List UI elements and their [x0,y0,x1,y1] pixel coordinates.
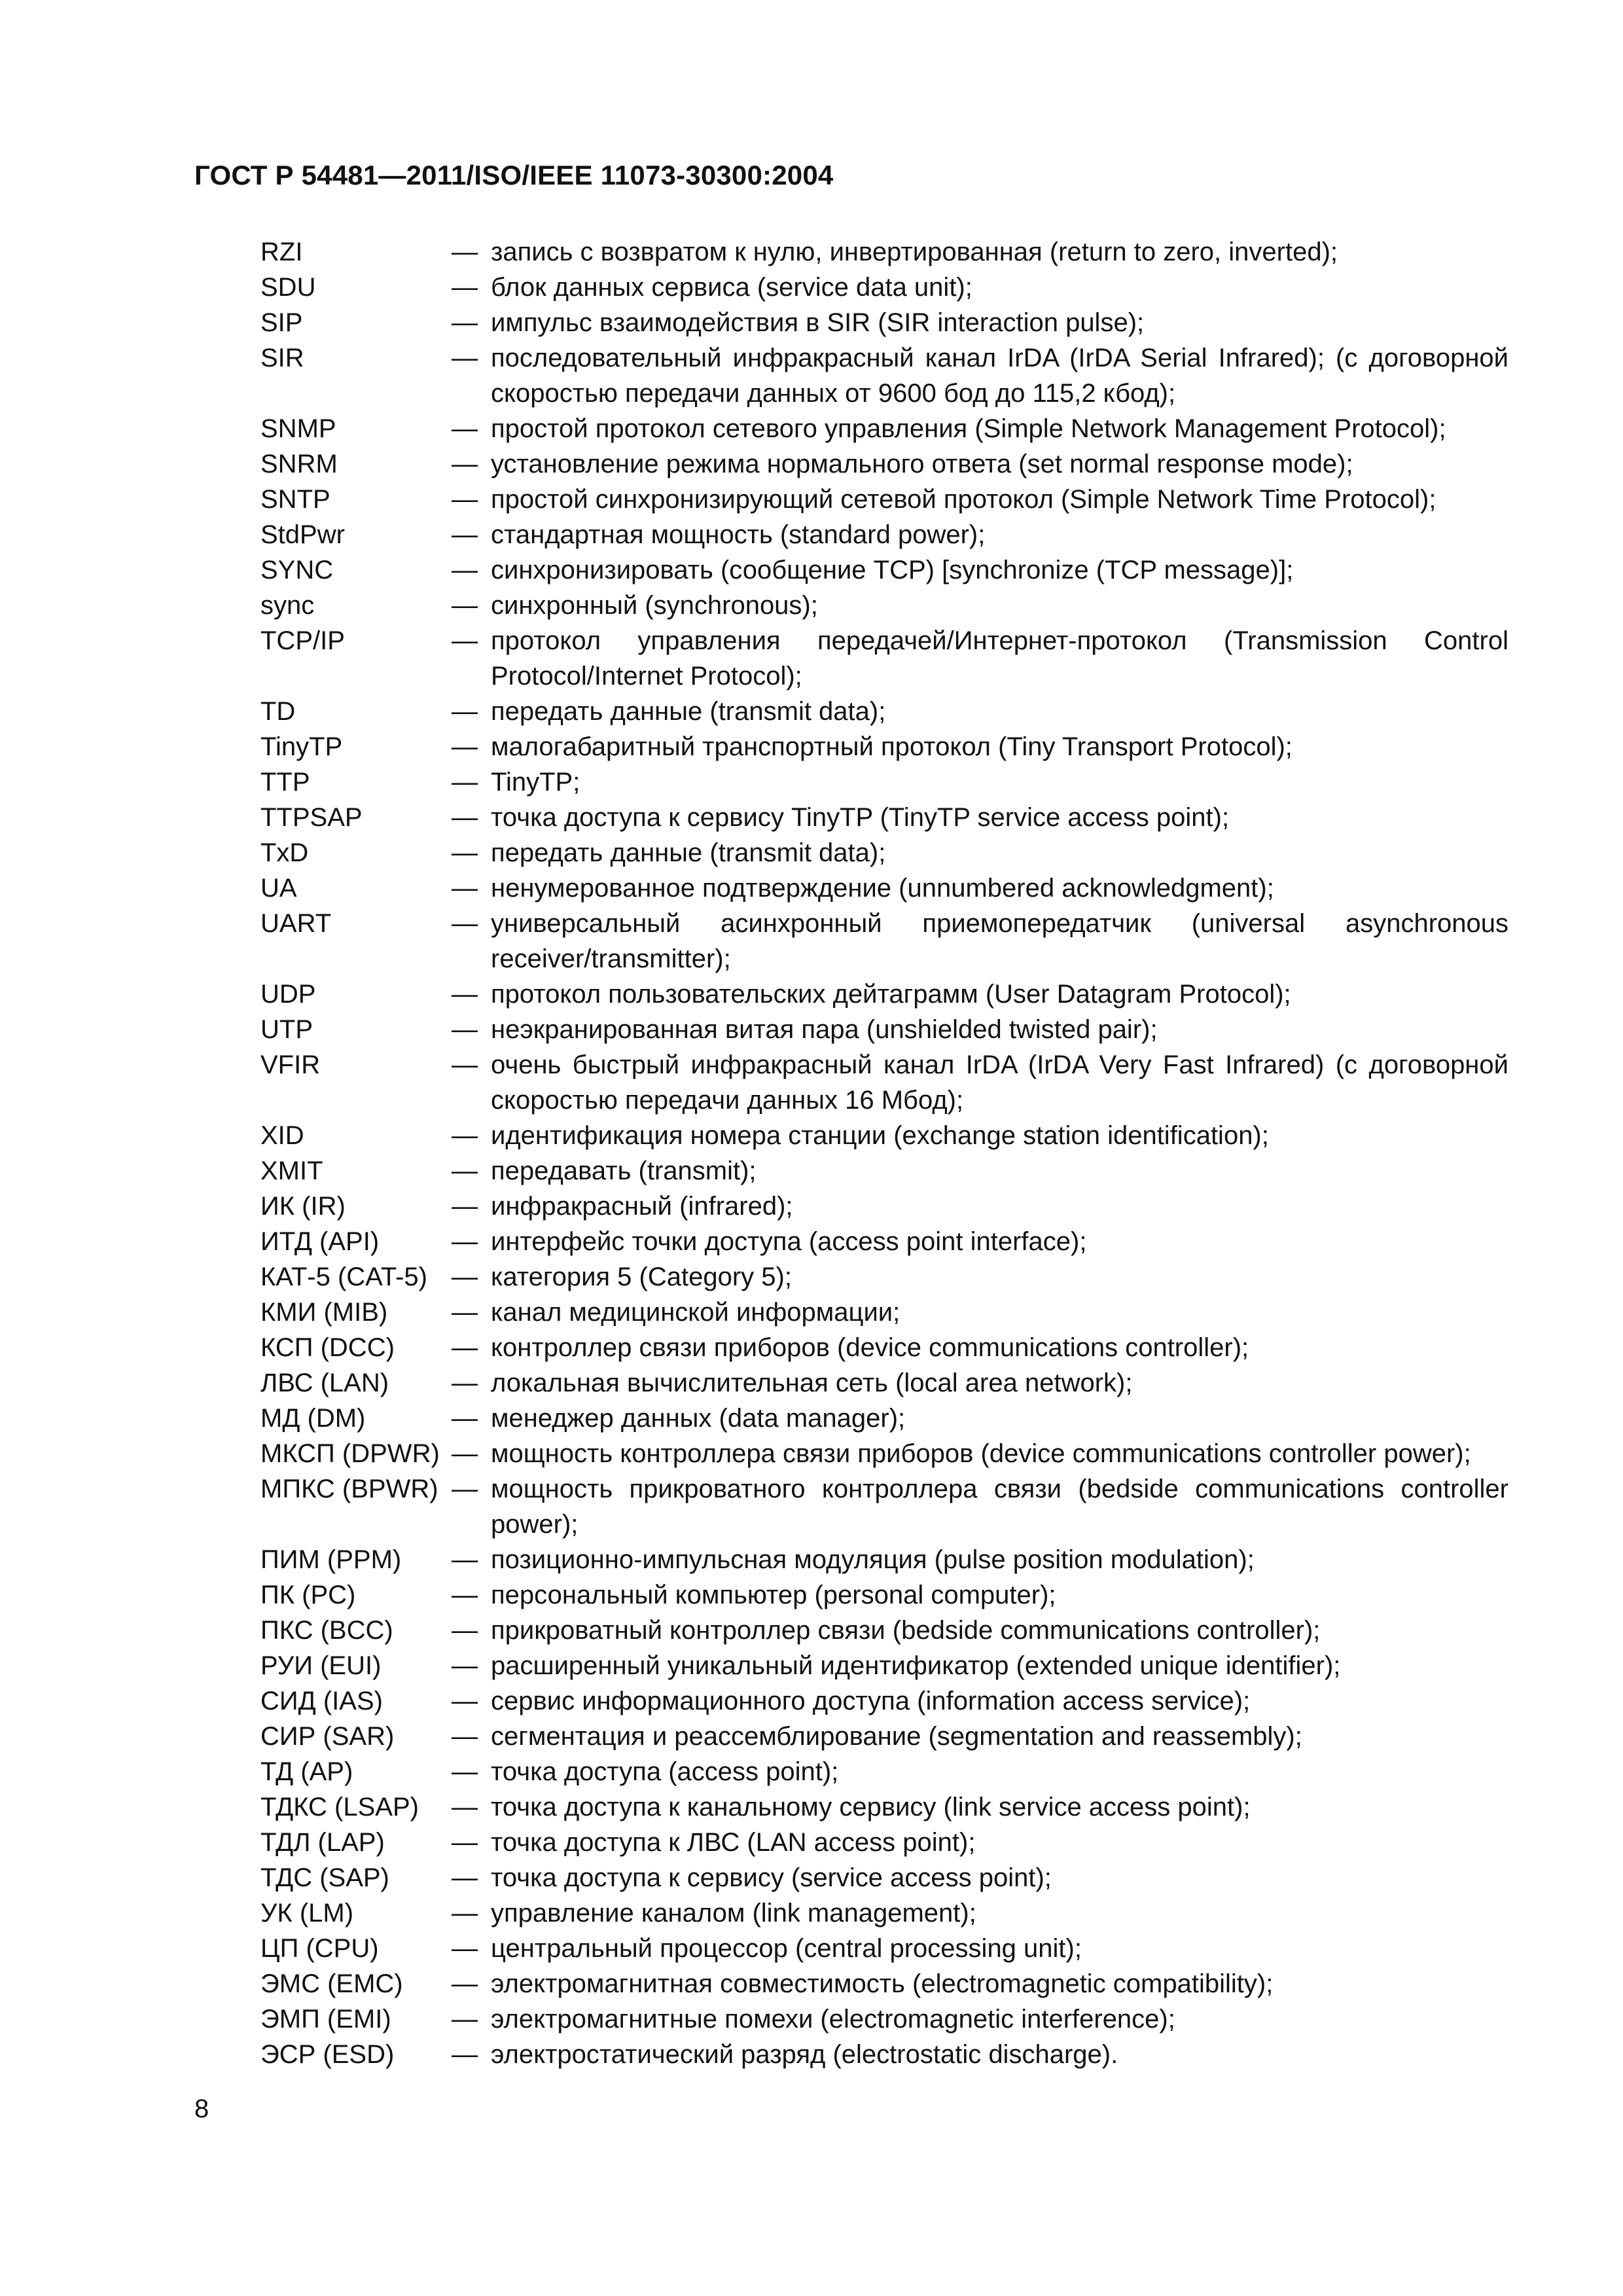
list-item [260,623,1508,694]
abbreviation-definition [452,234,1508,270]
abbreviation-definition [452,1789,1508,1825]
abbreviation-definition [452,2001,1508,2037]
list-item [260,270,1508,305]
abbreviation-term: РУИ (EUI) [260,1651,382,1680]
abbreviation-definition [452,1153,1508,1189]
list-item [260,1648,1508,1683]
abbreviation-term: StdPwr [260,520,345,549]
abbreviation-definition [452,1825,1508,1860]
em-dash: — [452,1757,478,1786]
em-dash: — [452,1369,478,1397]
abbreviation-term: МД (DM) [260,1404,366,1433]
definition-text: электростатический разряд (electrostatic discharge). [491,2040,1118,2069]
list-item [260,1295,1508,1330]
abbreviation-term: SYNC [260,556,334,584]
em-dash: — [452,1651,478,1680]
abbreviation-term: МКСП (DPWR) [260,1439,440,1468]
abbreviation-term: UA [260,874,297,903]
abbreviation-definition [452,1754,1508,1789]
list-item [260,305,1508,340]
em-dash: — [452,556,478,584]
document-header: ГОСТ Р 54481—2011/ISO/IEEE 11073-30300:2004 [194,160,834,190]
abbreviation-term: SNRM [260,450,338,478]
list-item [260,1259,1508,1295]
list-item [260,764,1508,800]
abbreviation-definition [452,517,1508,552]
list-item [260,482,1508,517]
abbreviation-definition [452,729,1508,764]
abbreviation-term: ЛВС (LAN) [260,1369,389,1397]
abbreviation-term: ЭСР (ESD) [260,2040,395,2069]
em-dash: — [452,768,478,797]
abbreviation-term: УК (LM) [260,1899,354,1928]
em-dash: — [452,591,478,620]
list-item [260,1436,1508,1471]
abbreviation-term: SNMP [260,414,336,443]
abbreviation-definition [452,1118,1508,1153]
abbreviation-list [260,234,1508,2072]
em-dash: — [452,1227,478,1256]
list-item [260,2037,1508,2072]
list-item [260,1012,1508,1047]
abbreviation-definition [452,1471,1508,1542]
em-dash: — [452,1581,478,1609]
list-item [260,2001,1508,2037]
abbreviation-term: UDP [260,980,316,1009]
abbreviation-definition [452,1966,1508,2001]
abbreviation-term: ПИМ (PPM) [260,1545,402,1574]
definition-text: позиционно-импульсная модуляция (pulse position modulation); [491,1545,1255,1574]
list-item [260,1825,1508,1860]
definition-text: контроллер связи приборов (device communications controller); [491,1333,1249,1362]
list-item [260,1719,1508,1754]
abbreviation-definition [452,1436,1508,1471]
em-dash: — [452,1934,478,1963]
list-item [260,1613,1508,1648]
list-item [260,1931,1508,1966]
em-dash: — [452,980,478,1009]
abbreviation-term: SIP [260,308,303,337]
em-dash: — [452,414,478,443]
abbreviation-definition [452,446,1508,482]
definition-text: универсальный асинхронный приемопередатчик (universal asynchronous receiver/transmitter); [491,909,1508,973]
definition-text: прикроватный контроллер связи (bedside communications controller); [491,1616,1321,1645]
abbreviation-term: КАТ-5 (CAT-5) [260,1263,427,1291]
list-item [260,1577,1508,1613]
list-item [260,1860,1508,1895]
em-dash: — [452,485,478,514]
definition-text: точка доступа (access point); [491,1757,839,1786]
definition-text: неэкранированная витая пара (unshielded twisted pair); [491,1015,1158,1044]
em-dash: — [452,308,478,337]
definition-text: мощность прикроватного контроллера связи (bedside communications controller power); [491,1475,1508,1539]
list-item [260,1330,1508,1365]
em-dash: — [452,2040,478,2069]
definition-text: категория 5 (Category 5); [491,1263,792,1291]
em-dash: — [452,1015,478,1044]
definition-text: точка доступа к ЛВС (LAN access point); [491,1828,976,1857]
definition-text: установление режима нормального ответа (set normal response mode); [491,450,1353,478]
list-item [260,906,1508,977]
abbreviation-term: МПКС (BPWR) [260,1475,438,1503]
list-item [260,977,1508,1012]
abbreviation-term: ТД (AP) [260,1757,353,1786]
abbreviation-term: TTPSAP [260,803,363,832]
abbreviation-term: TTP [260,768,310,797]
em-dash: — [452,909,478,938]
em-dash: — [452,2005,478,2034]
list-item [260,234,1508,270]
em-dash: — [452,1404,478,1433]
abbreviation-definition [452,694,1508,729]
abbreviation-definition [452,1683,1508,1719]
definition-text: простой протокол сетевого управления (Simple Network Management Protocol); [491,414,1446,443]
abbreviation-definition [452,1401,1508,1436]
em-dash: — [452,1969,478,1998]
em-dash: — [452,1899,478,1928]
definition-text: расширенный уникальный идентификатор (extended unique identifier); [491,1651,1341,1680]
abbreviation-definition [452,1542,1508,1577]
abbreviation-definition [452,1259,1508,1295]
definition-text: канал медицинской информации; [491,1298,901,1327]
em-dash: — [452,273,478,302]
page-number: 8 [194,2094,209,2123]
definition-text: точка доступа к сервису TinyTP (TinyTP service access point); [491,803,1230,832]
definition-text: протокол пользовательских дейтаграмм (User Datagram Protocol); [491,980,1291,1009]
list-item [260,729,1508,764]
abbreviation-term: КМИ (MIB) [260,1298,388,1327]
abbreviation-definition [452,1330,1508,1365]
abbreviation-definition [452,906,1508,977]
list-item [260,1895,1508,1931]
em-dash: — [452,1439,478,1468]
abbreviation-term: VFIR [260,1050,321,1079]
em-dash: — [452,626,478,655]
list-item [260,1966,1508,2001]
abbreviation-definition [452,977,1508,1012]
em-dash: — [452,1298,478,1327]
list-item [260,1754,1508,1789]
abbreviation-term: СИР (SAR) [260,1722,395,1751]
em-dash: — [452,1793,478,1821]
definition-text: центральный процессор (central processing unit); [491,1934,1082,1963]
definition-text: импульс взаимодействия в SIR (SIR interaction pulse); [491,308,1145,337]
definition-text: передавать (transmit); [491,1157,757,1185]
em-dash: — [452,1687,478,1715]
em-dash: — [452,1475,478,1503]
definition-text: синхронный (synchronous); [491,591,818,620]
definition-text: персональный компьютер (personal computer); [491,1581,1056,1609]
definition-text: управление каналом (link management); [491,1899,976,1928]
abbreviation-definition [452,764,1508,800]
em-dash: — [452,238,478,266]
definition-text: электромагнитные помехи (electromagnetic interference); [491,2005,1175,2034]
abbreviation-definition [452,588,1508,623]
abbreviation-definition [452,870,1508,906]
abbreviation-definition [452,1613,1508,1648]
em-dash: — [452,697,478,726]
abbreviation-definition [452,482,1508,517]
list-item [260,1471,1508,1542]
abbreviation-definition [452,1189,1508,1224]
list-item [260,1224,1508,1259]
abbreviation-term: SIR [260,344,304,372]
abbreviation-definition [452,1860,1508,1895]
abbreviation-term: ЭМС (EMC) [260,1969,403,1998]
abbreviation-term: TD [260,697,296,726]
list-item [260,1542,1508,1577]
definition-text: блок данных сервиса (service data unit); [491,273,972,302]
em-dash: — [452,1121,478,1150]
abbreviation-term: TinyTP [260,732,343,761]
abbreviation-term: ПКС (BCC) [260,1616,393,1645]
definition-text: мощность контроллера связи приборов (device communications controller power); [491,1439,1471,1468]
list-item [260,340,1508,411]
abbreviation-term: ПК (PC) [260,1581,356,1609]
definition-text: запись с возвратом к нулю, инвертированная (return to zero, inverted); [491,238,1338,266]
list-item [260,1401,1508,1436]
em-dash: — [452,1863,478,1892]
list-item [260,446,1508,482]
em-dash: — [452,1828,478,1857]
abbreviation-definition [452,305,1508,340]
abbreviation-definition [452,1719,1508,1754]
list-item [260,1683,1508,1719]
abbreviation-definition [452,1047,1508,1118]
abbreviation-term: XID [260,1121,304,1150]
abbreviation-term: ИК (IR) [260,1192,346,1221]
abbreviation-term: ЦП (CPU) [260,1934,379,1963]
definition-text: стандартная мощность (standard power); [491,520,986,549]
abbreviation-definition [452,800,1508,835]
em-dash: — [452,838,478,867]
em-dash: — [452,1050,478,1079]
list-item [260,411,1508,446]
abbreviation-definition [452,835,1508,870]
em-dash: — [452,1616,478,1645]
list-item [260,1789,1508,1825]
abbreviation-definition [452,1577,1508,1613]
definition-text: сегментация и реассемблирование (segmentation and reassembly); [491,1722,1302,1751]
abbreviation-term: UTP [260,1015,313,1044]
list-item [260,552,1508,588]
abbreviation-term: SDU [260,273,316,302]
abbreviation-definition [452,270,1508,305]
abbreviation-definition [452,1224,1508,1259]
definition-text: простой синхронизирующий сетевой протокол (Simple Network Time Protocol); [491,485,1436,514]
definition-text: локальная вычислительная сеть (local area network); [491,1369,1133,1397]
list-item [260,517,1508,552]
definition-text: ненумерованное подтверждение (unnumbered acknowledgment); [491,874,1274,903]
abbreviation-definition [452,1365,1508,1401]
list-item [260,1189,1508,1224]
abbreviation-term: КСП (DCC) [260,1333,395,1362]
em-dash: — [452,874,478,903]
abbreviation-term: ТДЛ (LAP) [260,1828,385,1857]
definition-text: TinyTP; [491,768,580,797]
definition-text: передать данные (transmit data); [491,697,886,726]
abbreviation-term: ТДС (SAP) [260,1863,389,1892]
list-item [260,835,1508,870]
em-dash: — [452,1722,478,1751]
definition-text: электромагнитная совместимость (electromagnetic compatibility); [491,1969,1274,1998]
definition-text: передать данные (transmit data); [491,838,886,867]
abbreviation-definition [452,411,1508,446]
list-item [260,1153,1508,1189]
definition-text: интерфейс точки доступа (access point interface); [491,1227,1087,1256]
definition-text: идентификация номера станции (exchange station identification); [491,1121,1269,1150]
list-item [260,1365,1508,1401]
em-dash: — [452,450,478,478]
em-dash: — [452,1545,478,1574]
em-dash: — [452,344,478,372]
abbreviation-term: TxD [260,838,309,867]
abbreviation-definition [452,1012,1508,1047]
abbreviation-term: SNTP [260,485,330,514]
list-item [260,1118,1508,1153]
list-item [260,870,1508,906]
abbreviation-term: ЭМП (EMI) [260,2005,391,2034]
list-item [260,1047,1508,1118]
abbreviation-term: ТДКС (LSAP) [260,1793,419,1821]
abbreviation-term: СИД (IAS) [260,1687,383,1715]
em-dash: — [452,520,478,549]
list-item [260,800,1508,835]
abbreviation-definition [452,2037,1508,2072]
em-dash: — [452,1157,478,1185]
definition-text: сервис информационного доступа (information access service); [491,1687,1251,1715]
list-item [260,694,1508,729]
definition-text: синхронизировать (сообщение TCP) [synchronize (TCP message)]; [491,556,1294,584]
abbreviation-term: RZI [260,238,303,266]
abbreviation-definition [452,1931,1508,1966]
abbreviation-term: ИТД (API) [260,1227,380,1256]
abbreviation-term: XMIT [260,1157,323,1185]
abbreviation-definition [452,623,1508,694]
abbreviation-term: TCP/IP [260,626,345,655]
em-dash: — [452,803,478,832]
em-dash: — [452,1333,478,1362]
abbreviation-definition [452,1648,1508,1683]
definition-text: протокол управления передачей/Интернет-протокол (Transmission Control Protocol/Internet Protocol); [491,626,1508,691]
abbreviation-definition [452,1295,1508,1330]
definition-text: последовательный инфракрасный канал IrDA (IrDA Serial Infrared); (с договорной скоростью передачи данных от 9600 бод до 115,2 кбод); [491,344,1508,408]
definition-text: точка доступа к сервису (service access point); [491,1863,1052,1892]
em-dash: — [452,1192,478,1221]
definition-text: точка доступа к канальному сервису (link service access point); [491,1793,1251,1821]
em-dash: — [452,732,478,761]
definition-text: очень быстрый инфракрасный канал IrDA (IrDA Very Fast Infrared) (с договорной скоростью передачи данных 16 Мбод); [491,1050,1508,1115]
definition-text: менеджер данных (data manager); [491,1404,906,1433]
abbreviation-definition [452,340,1508,411]
abbreviation-term: UART [260,909,332,938]
abbreviation-definition [452,552,1508,588]
list-item [260,588,1508,623]
abbreviation-definition [452,1895,1508,1931]
definition-text: инфракрасный (infrared); [491,1192,793,1221]
em-dash: — [452,1263,478,1291]
definition-text: малогабаритный транспортный протокол (Tiny Transport Protocol); [491,732,1293,761]
abbreviation-term: sync [260,591,315,620]
